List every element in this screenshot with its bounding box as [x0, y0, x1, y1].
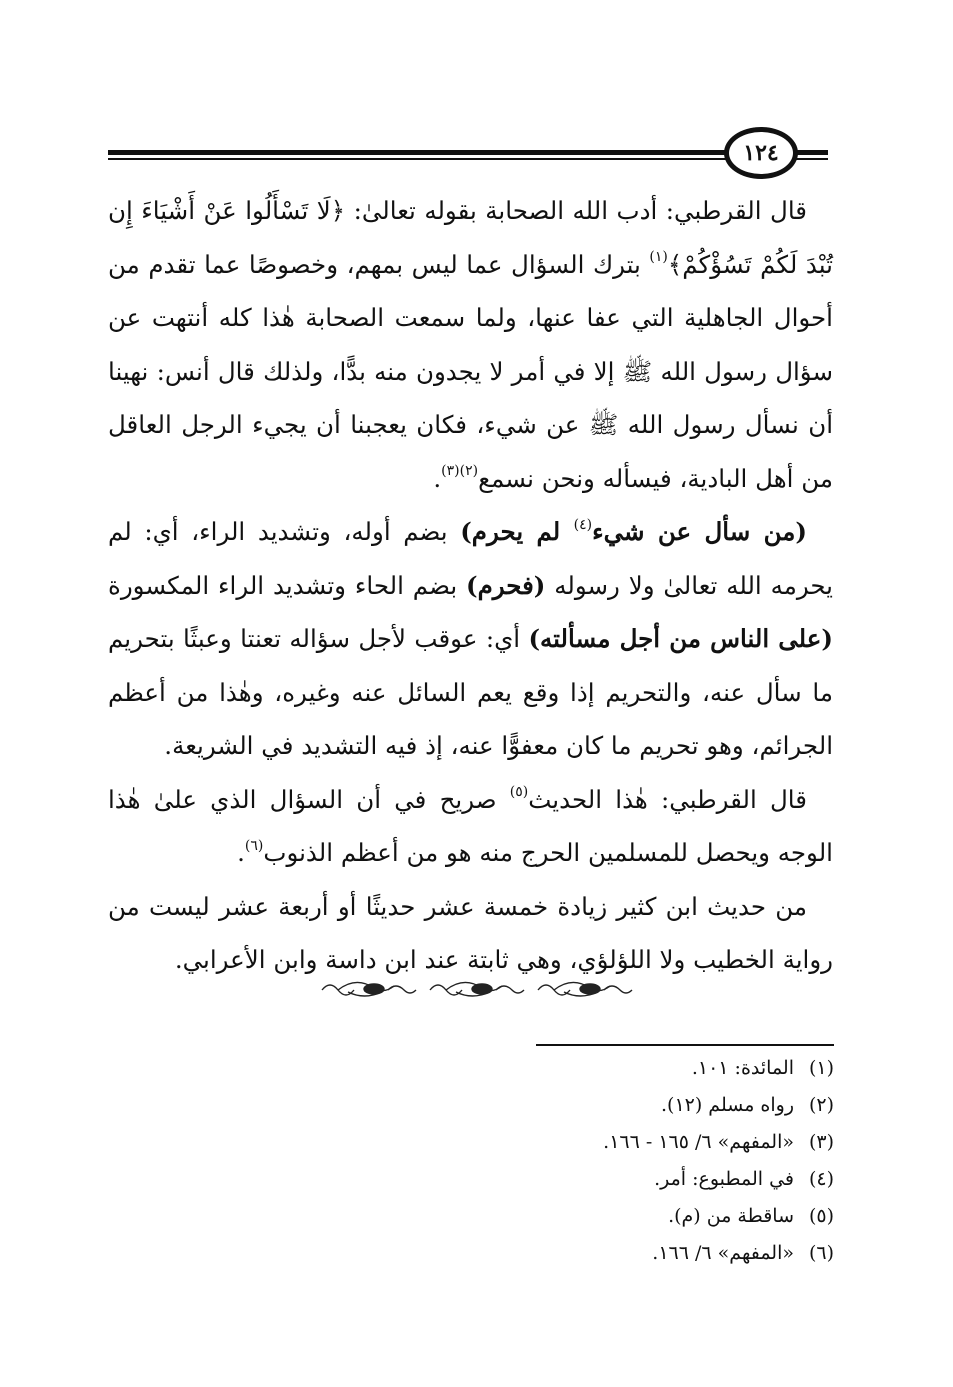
- paragraph-1-rest: بترك السؤال عما ليس بمهم، وخصوصًا عما تقدم من أحوال الجاهلية التي عفا عنها، ولما سمعت الصحابة هٰذا كله أنتهت عن سؤال رسول الله ﷺ إلا في أمر لا يجدون منه بدًّا، ولذلك قال أنس: نهينا أن نسأل رسول الله ﷺ عن شيء، فكان يعجبنا أن يجيء الرجل العاقل من أهل البادية، فيسأله ونحن نسمع: [108, 249, 833, 493]
- footnote-ref-5: (٥): [509, 784, 529, 801]
- footnote-separator: [536, 1044, 834, 1046]
- paragraph-2-text-3: أي: عوقب لأجل سؤاله تعنتا وعبثًا بتحريم ما سأل عنه، والتحريم إذا وقع يعم السائل عنه وغيره، وهٰذا من أعظم الجرائم، وهو تحريم ما كان معفوًّا عنه، إذ فيه التشديد في الشريعة.: [108, 624, 833, 760]
- footnote-text: «المفهم» ٦/ ١٦٦.: [652, 1242, 794, 1264]
- footnote-number: (٢): [808, 1094, 834, 1116]
- footnote-number: (١): [808, 1057, 834, 1079]
- footnote-1: [400, 1050, 834, 1087]
- page-number: ١٢٤: [743, 140, 779, 166]
- footnote-4: [400, 1161, 834, 1198]
- footnotes: [400, 1050, 834, 1272]
- header-rule-thick: [108, 150, 823, 155]
- ornament-divider: [318, 978, 638, 1002]
- ornament-flourish-right: [538, 982, 632, 996]
- ornament-flourish-left: [322, 982, 416, 996]
- footnote-ref-2-3: (٢)(٣): [441, 463, 479, 480]
- footnote-5: [400, 1198, 834, 1235]
- footnote-number: (٤): [808, 1168, 834, 1190]
- footnote-2: [400, 1087, 834, 1124]
- paragraph-1-text: قال القرطبي: أدب الله الصحابة بقوله تعالىٰ: ﴿لَا تَسْأَلُوا عَنْ أَشْيَاءَ إِن تُبْدَ لَكُمْ تَسُؤْكُمْ﴾: [108, 196, 833, 279]
- paragraph-3-text-2: صريح في أن السؤال الذي علىٰ هٰذا الوجه ويحصل للمسلمين الحرج منه هو من أعظم الذنوب: [108, 784, 833, 867]
- footnote-number: (٣): [808, 1131, 834, 1153]
- footnote-text: المائدة: ١٠١.: [691, 1057, 794, 1079]
- paragraph-3: [108, 773, 833, 880]
- footnote-3: [400, 1124, 834, 1161]
- footnote-ref-4: (٤): [573, 516, 593, 533]
- paragraph-3-text-3: .: [237, 838, 245, 867]
- paragraph-2: [108, 505, 833, 773]
- footnote-text: في المطبوع: أمر.: [654, 1168, 794, 1190]
- quote-bold-3: (فحرم): [466, 570, 546, 600]
- footnote-number: (٦): [808, 1242, 834, 1264]
- quote-bold-4: (على الناس من أجل مسألته): [528, 624, 833, 653]
- header-rule-tail-thin: [796, 158, 828, 160]
- header-rule: [108, 150, 823, 160]
- ornament-flourish-middle: [430, 982, 524, 996]
- main-text: [108, 184, 833, 987]
- paragraph-2-text-2: بضم الحاء وتشديد الراء المكسورة: [108, 570, 466, 600]
- quote-bold-1: (من سأل عن شيء: [592, 517, 807, 546]
- footnote-number: (٥): [808, 1205, 834, 1227]
- footnote-text: ساقطة من (م).: [668, 1205, 794, 1227]
- paragraph-1: [108, 184, 833, 505]
- paragraph-4: [108, 880, 833, 987]
- footnote-6: [400, 1235, 834, 1272]
- paragraph-2-text-1: بضم أوله، وتشديد الراء، أي: لم يحرمه الله تعالىٰ ولا رسوله: [108, 517, 833, 600]
- header-rule-thin: [108, 158, 823, 160]
- footnote-ref-6: (٦): [244, 837, 264, 854]
- header-rule-tail: [796, 150, 828, 155]
- footnote-text: رواه مسلم (١٢).: [660, 1094, 794, 1116]
- paragraph-4-text: من حديث ابن كثير زيادة خمسة عشر حديثًا أو أربعة عشر ليست من رواية الخطيب ولا اللؤلؤي، وهي ثابتة عند ابن داسة وابن الأعرابي.: [108, 891, 833, 974]
- paragraph-1-end: .: [433, 463, 442, 493]
- footnote-ref-1: (١): [649, 249, 668, 266]
- footnote-text: «المفهم» ٦/ ١٦٥ - ١٦٦.: [603, 1131, 794, 1153]
- paragraph-3-text-1: قال القرطبي: هٰذا الحديث: [528, 784, 807, 814]
- quote-bold-2: لم يحرم): [460, 517, 574, 546]
- page-number-badge: [724, 127, 798, 179]
